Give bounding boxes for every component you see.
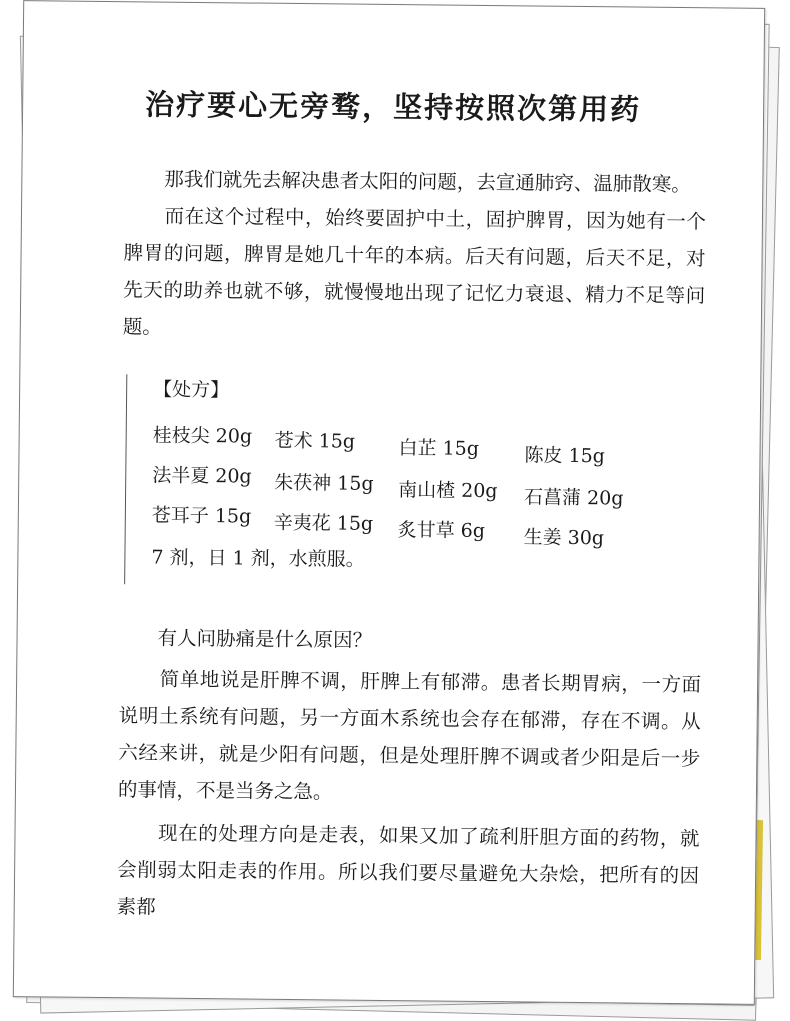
book-page — [13, 0, 765, 1005]
herb-item: 苍术 15g — [274, 429, 356, 453]
explanation-text: 简单地说是肝脾不调，肝脾上有郁滞。患者长期胃病，一方面说明土系统有问题，另一方面木系统也会存在郁滞，存在不调。从六经来讲，就是少阳有问题，但是处理肝脾不调或者少阳是后一步的事情，不是当务之急。 — [117, 667, 702, 804]
herb-item: 苍耳子 15g — [151, 504, 252, 528]
treatment-paragraph — [117, 814, 700, 931]
herb-item: 法半夏 20g — [152, 464, 252, 488]
herb-item: 生姜 30g — [523, 526, 605, 550]
intro-paragraph — [123, 160, 707, 351]
herb-item: 陈皮 15g — [524, 444, 606, 468]
intro-line-1 — [124, 160, 706, 203]
intro-text-2: 而在这个过程中，始终要固护中土，固护脾胃，因为她有一个脾胃的问题，脾胃是她几十年的本病。后天有问题，后天不足，对先天的助养也就不够，就慢慢地出现了记忆力衰退、精力不足等问题。 — [122, 204, 707, 339]
prescription-block — [124, 374, 653, 590]
herb-item: 炙甘草 6g — [397, 519, 486, 543]
herb-item: 辛夷花 15g — [273, 511, 374, 535]
prescription-heading: 【处方】 — [153, 378, 230, 402]
intro-text-1: 那我们就先去解决患者太阳的问题，去宣通肺窍、温肺散寒。 — [164, 167, 691, 197]
herb-item: 石菖蒲 20g — [523, 486, 624, 510]
treatment-text: 现在的处理方向是走表，如果又加了疏利肝胆方面的药物，就会削弱太阳走表的作用。所以我们要尽量避免大杂烩，把所有的因素都 — [116, 821, 700, 919]
herb-item: 朱茯神 15g — [274, 471, 374, 495]
herb-item: 南山楂 20g — [398, 479, 498, 503]
page-title: 治疗要心无旁骛，坚持按照次第用药 — [144, 87, 642, 127]
question-line: 有人问胁痛是什么原因？ — [157, 626, 373, 652]
intro-line-2 — [123, 197, 707, 351]
herb-item: 白芷 15g — [398, 437, 480, 460]
explanation-paragraph — [118, 660, 702, 814]
page-content — [14, 1, 764, 1004]
herb-item: 桂枝尖 20g — [152, 424, 253, 448]
prescription-usage: 7 剂，日 1 剂，水煎服。 — [151, 546, 365, 571]
